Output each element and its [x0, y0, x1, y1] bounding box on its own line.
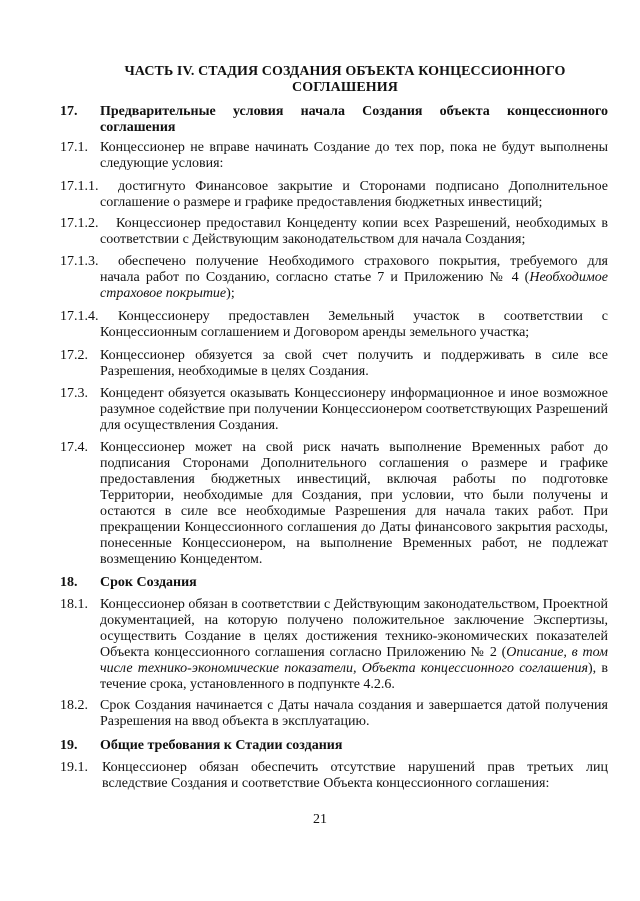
text-line: Концессионер обязуется за свой счет получить и поддерживать в силе все — [100, 348, 608, 363]
section-heading-text — [100, 104, 608, 136]
text-line: Концессионеру предоставлен Земельный участок в соответствии с — [118, 309, 608, 324]
clause-text — [100, 140, 608, 172]
clause-number: 17.4. — [60, 440, 88, 455]
clause-text — [100, 348, 608, 380]
text-line — [100, 661, 608, 677]
text-line: Концессионер может на свой риск начать выполнение Временных работ до — [100, 440, 608, 455]
clause-number: 19.1. — [60, 760, 88, 775]
section-heading-text — [100, 738, 608, 754]
text-line: Концессионер не вправе начинать Создание до тех пор, пока не будут выполнены — [100, 140, 608, 155]
section-number: 17. — [60, 104, 78, 119]
clause-number: 17.1.2. — [60, 216, 99, 231]
clause-text — [118, 179, 608, 195]
text-line: обеспечено получение Необходимого страхового покрытия, требуемого для — [118, 254, 608, 269]
text-line: Предварительные условия начала Создания объекта концессионного — [100, 104, 608, 119]
clause-text — [100, 597, 608, 693]
section-heading-text — [100, 575, 608, 591]
clause-number: 18.1. — [60, 597, 88, 612]
text-fragment: ), в — [587, 661, 608, 676]
clause-number: 17.1.3. — [60, 254, 99, 269]
text-line: подписания Сторонами Дополнительного соглашения о размере и графике — [100, 456, 608, 471]
clause-text — [100, 698, 608, 730]
text-line: предоставления бюджетных инвестиций, включая работы по подготовке — [100, 472, 608, 487]
text-fragment: ); — [226, 286, 235, 301]
clause-text — [102, 760, 608, 792]
text-fragment: Объекта концессионного соглашения согласно Приложению № 2 ( — [100, 645, 507, 660]
text-line: остаются в силе все необходимые Разрешения для начала таких работ. При — [100, 504, 608, 519]
text-line: Общие требования к Стадии создания — [100, 738, 343, 753]
text-line: Концедент обязуется оказывать Концессионеру информационное и иное возможное — [100, 386, 608, 401]
text-line: прекращении Концессионного соглашения до Даты финансового закрытия расходы, — [100, 520, 608, 535]
part-title — [90, 64, 600, 96]
text-line: Концессионер предоставил Концеденту копии всех Разрешений, необходимых в — [116, 216, 608, 231]
clause-number: 17.1.1. — [60, 179, 99, 194]
text-line: документацией, на которую получено положительное заключение Экспертизы, — [100, 613, 608, 628]
text-line: осуществить Создание в целях достижения технико-экономических показателей — [100, 629, 608, 644]
defined-term: Описание, в том — [506, 645, 608, 660]
text-line: следующие условия: — [100, 156, 224, 171]
clause-text-continued — [100, 232, 608, 248]
text-line: возмещению Концедентом. — [100, 552, 263, 567]
text-line: Срок Создания — [100, 575, 197, 590]
text-line — [100, 270, 608, 286]
page-number: 21 — [313, 812, 327, 827]
clause-number: 17.3. — [60, 386, 88, 401]
text-line: разумное содействие при получении Концессионером соответствующих Разрешений — [100, 402, 608, 417]
text-line: соглашения — [100, 120, 176, 135]
clause-text-continued — [100, 195, 608, 211]
clause-text — [118, 254, 608, 270]
clause-text-continued — [100, 270, 608, 302]
text-line: соглашение о размере и графике предоставления бюджетных инвестиций; — [100, 195, 543, 210]
defined-term: страховое покрытие — [100, 286, 227, 301]
text-line: течение срока, установленного в подпункте 4.2.6. — [100, 677, 395, 692]
clause-number: 18.2. — [60, 698, 88, 713]
text-line: Срок Создания начинается с Даты начала создания и завершается датой получения — [100, 698, 608, 713]
text-line: вследствие Создания и соответствие Объекта концессионного соглашения: — [102, 776, 550, 791]
text-line: Концессионер обязан в соответствии с Действующим законодательством, Проектной — [100, 597, 608, 612]
section-number: 18. — [60, 575, 78, 590]
text-line: достигнуто Финансовое закрытие и Сторонами подписано Дополнительное — [118, 179, 608, 194]
text-line: Разрешения на ввод объекта в эксплуатацию. — [100, 714, 370, 729]
text-line: Концессионер обязан обеспечить отсутствие нарушений прав третьих лиц — [102, 760, 608, 775]
clause-number: 17.2. — [60, 348, 88, 363]
section-number: 19. — [60, 738, 78, 753]
clause-number: 17.1. — [60, 140, 88, 155]
text-line: для осуществления Создания. — [100, 418, 279, 433]
part-title-line-2: СОГЛАШЕНИЯ — [292, 80, 398, 95]
clause-text — [100, 440, 608, 568]
text-line: соответствии с Действующим законодательством для начала Создания; — [100, 232, 526, 247]
text-line: понесенные Концессионером, на выполнение Временных работ, не подлежат — [100, 536, 608, 551]
defined-term: Необходимое — [529, 270, 608, 285]
clause-number: 17.1.4. — [60, 309, 99, 324]
clause-text — [116, 216, 608, 232]
part-title-line-1: ЧАСТЬ IV. СТАДИЯ СОЗДАНИЯ ОБЪЕКТА КОНЦЕССИОННОГО — [124, 64, 566, 79]
text-line: Концессионным соглашением и Договором аренды земельного участка; — [100, 325, 530, 340]
text-line: Территории, необходимые для Создания, при условии, что были получены и — [100, 488, 608, 503]
text-line — [100, 286, 608, 302]
defined-term: числе технико-экономические показатели, Объекта концессионного соглашения — [100, 661, 588, 676]
text-line: Разрешения, необходимые в целях Создания. — [100, 364, 369, 379]
clause-text-continued — [100, 325, 608, 341]
text-fragment: начала работ по Созданию, согласно статье 7 и Приложению № 4 ( — [100, 270, 530, 285]
clause-text — [118, 309, 608, 325]
clause-text — [100, 386, 608, 434]
text-line — [100, 645, 608, 661]
